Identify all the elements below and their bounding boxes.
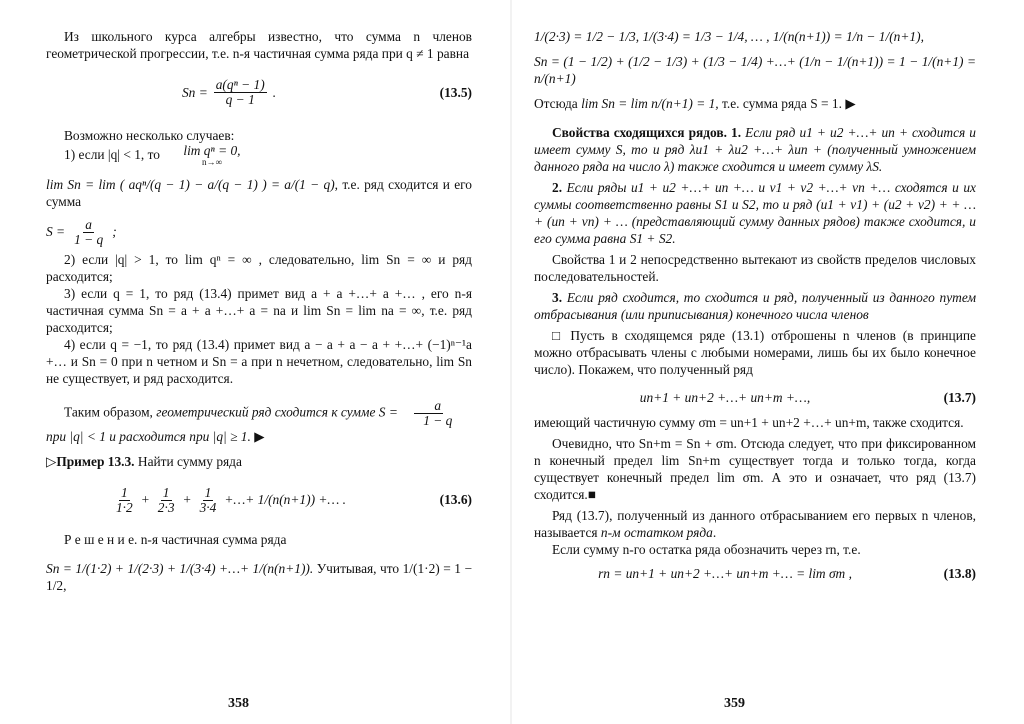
- formula-13-7: [534, 390, 976, 406]
- fraction-3-denominator: 3·4: [199, 499, 217, 515]
- formula-13-5-number: (13.5): [439, 84, 472, 100]
- case-1-limit-sub: n→∞: [201, 157, 222, 168]
- formula-13-5-fraction: [214, 78, 267, 107]
- formula-13-5-lhs: Sn =: [181, 84, 208, 100]
- case-1-text: 1) если |q| < 1, то: [64, 146, 160, 162]
- end-marker-icon: ▶: [254, 428, 265, 444]
- example-marker-icon: ▷: [46, 453, 57, 469]
- sn-expansion: Sn = (1 − 1/2) + (1/2 − 1/3) + (1/3 − 1/4) +…+ (1/n − 1/(n+1)) = 1 − 1/(n+1) = n/(n+1): [534, 54, 976, 86]
- conclusion-denominator: 1 − q: [423, 412, 453, 428]
- fraction-1-denominator: 1·2: [115, 499, 133, 515]
- example-label: Пример 13.3.: [56, 453, 135, 469]
- formula-13-6-number: (13.6): [439, 492, 472, 508]
- formula-13-6: [46, 486, 472, 515]
- limit-line-tail: т.е. сумма ряда S = 1.: [718, 96, 842, 111]
- formula-13-6-fraction-1: [114, 486, 135, 515]
- case-2: 2) если |q| > 1, то lim qⁿ = ∞ , следовательно, lim Sn = ∞ и ряд расходится;: [46, 251, 472, 284]
- sn-tail: Учитывая, что 1/(1·2) = 1 − 1/2,: [46, 561, 472, 593]
- proof-marker-icon: □: [552, 328, 564, 343]
- fraction-3-numerator: 1: [204, 484, 212, 500]
- qed-icon: ■: [587, 487, 596, 502]
- properties-note: Свойства 1 и 2 непосредственно вытекают из свойств пределов числовых последовательностей.: [534, 252, 976, 284]
- after-13-7: имеющий частичную сумму σm = un+1 + un+2 +…+ un+m, также сходится.: [534, 415, 964, 430]
- property-1-text: Если ряд u1 + u2 +…+ un + сходится и имеет сумму S, то и ряд λu1 + λu2 +…+ λun + (полученный умножением данного ряда на число λ) также сходится и имеет сумму λS.: [534, 125, 976, 174]
- property-3-number: 3.: [552, 290, 563, 305]
- case-1-sum-end: ;: [112, 224, 117, 240]
- sn-line: [46, 560, 472, 594]
- case-1-limit-line: [46, 176, 472, 210]
- end-marker-icon: ▶: [845, 96, 856, 111]
- cases-intro: Возможно несколько случаев:: [64, 128, 235, 144]
- remainder-definition: [534, 507, 976, 541]
- proof-paragraph: [534, 327, 976, 378]
- fraction-1-numerator: 1: [121, 484, 128, 500]
- rn-intro: Если сумму n-го остатка ряда обозначить через rn, т.е.: [552, 542, 861, 557]
- solution-label: Р е ш е н и е.: [64, 532, 138, 547]
- page-number-left: 358: [228, 696, 249, 711]
- property-2-text: Если ряды u1 + u2 +…+ un +… и v1 + v2 +…+ vn +… сходятся и их суммы соответственно равны S1 и S2, то и ряд (u1 + v1) + (u2 + v2) + + … + (un + vn) + … (представляющий сумму данных рядов) также сходится, и его сумма равна S1 + S2.: [534, 180, 976, 246]
- property-2: [534, 179, 976, 247]
- example-text: Найти сумму ряда: [134, 453, 242, 469]
- conclusion-second-line: [46, 428, 472, 445]
- property-2-number: 2.: [552, 180, 563, 195]
- conclusion-numerator: a: [414, 399, 443, 414]
- page-number-right: 359: [724, 696, 745, 711]
- formula-13-6-fraction-3: [198, 486, 219, 515]
- property-3-text: Если ряд сходится, то сходится и ряд, полученный из данного путем отбрасывания (или приписывания) конечного числа членов: [534, 290, 976, 322]
- intro-paragraph: Из школьного курса алгебры известно, что сумма n членов геометрической прогрессии, т.е. n-я частичная сумма ряда при q ≠ 1 равна: [46, 29, 472, 61]
- case-1-tail: , т.е. ряд сходится и его сумма: [46, 176, 472, 209]
- case-1-limit-formula: lim Sn = lim ( aqⁿ/(q − 1) − a/(q − 1) ) = a/(1 − q): [46, 176, 335, 192]
- conclusion-fraction: [403, 399, 454, 428]
- formula-13-5: [46, 78, 472, 107]
- properties-title: Свойства сходящихся рядов.: [552, 125, 727, 140]
- example-heading: [46, 453, 472, 470]
- conclusion-lead: Таким образом,: [64, 404, 157, 420]
- limit-line-lead: Отсюда: [534, 96, 578, 111]
- conclusion-italic: геометрический ряд сходится к сумме S =: [156, 404, 398, 420]
- case-4: 4) если q = −1, то ряд (13.4) примет вид a − a + a − a + +…+ (−1)ⁿ⁻¹a +… и Sn = 0 при n четном и Sn = a при n нечетном, следовательно, lim Sn не существует, и ряд расходится.: [46, 336, 472, 386]
- case-1-sum-fraction: [72, 218, 105, 247]
- property-1-number: 1.: [727, 125, 742, 140]
- formula-13-5-numerator: a(qⁿ − 1): [215, 77, 265, 92]
- case-3: 3) если q = 1, то ряд (13.4) примет вид a + a +…+ a +… , его n-я частичная сумма Sn = a + a +…+ a = na и lim Sn = lim na = ∞, т.е. ряд расходится;: [46, 285, 472, 335]
- right-page: [512, 0, 1024, 724]
- formula-13-8-body: rn = un+1 + un+2 +…+ un+m +… = lim σm ,: [598, 566, 852, 581]
- fraction-2-denominator: 2·3: [157, 499, 175, 515]
- limit-line: [534, 95, 976, 112]
- formula-13-5-denominator: q − 1: [225, 92, 255, 108]
- case-1-sum-lhs: S =: [46, 224, 66, 240]
- formula-13-8: [534, 566, 976, 582]
- fraction-2-numerator: 1: [162, 484, 170, 500]
- formula-13-5-end: .: [272, 84, 277, 100]
- limit-line-formula: lim Sn = lim n/(n+1) = 1,: [581, 96, 719, 111]
- formula-13-7-body: un+1 + un+2 +…+ un+m +…,: [639, 390, 811, 405]
- conclusion-condition: при |q| < 1 и расходится при |q| ≥ 1.: [46, 428, 251, 444]
- proof-text: Пусть в сходящемся ряде (13.1) отброшены n членов (в принципе можно отбрасывать члены с любыми номерами, лишь бы их было конечное число). Покажем, что полученный ряд: [534, 328, 976, 377]
- remainder-def-end: .: [712, 525, 717, 540]
- property-3: [534, 289, 976, 323]
- formula-13-8-number: (13.8): [943, 566, 976, 581]
- remainder-def-lead: Ряд (13.7), полученный из данного отбрасыванием его первых n членов, называется: [534, 508, 976, 540]
- solution-heading: [46, 531, 472, 548]
- formula-13-7-number: (13.7): [943, 390, 976, 405]
- case-1-limit: [165, 144, 240, 168]
- conclusion-paragraph: [46, 399, 472, 428]
- case-1-sum-numerator: a: [85, 216, 92, 232]
- telescoping-line: 1/(2·3) = 1/2 − 1/3, 1/(3·4) = 1/3 − 1/4, … , 1/(n(n+1)) = 1/n − 1/(n+1),: [534, 29, 924, 44]
- case-1-sum-denominator: 1 − q: [74, 231, 104, 247]
- solution-text: n-я частичная сумма ряда: [137, 532, 287, 547]
- case-1-limit-expr: lim qⁿ = 0,: [183, 143, 241, 159]
- obvious-text: Очевидно, что Sn+m = Sn + σm. Отсюда следует, что при фиксированном n конечный предел lim Sn+m существует тогда и только тогда, когда существует конечный предел lim σm. А это и означает, что ряд (13.7) сходится.: [534, 436, 976, 502]
- sn-formula: Sn = 1/(1·2) + 1/(2·3) + 1/(3·4) +…+ 1/(n(n+1)).: [46, 561, 314, 576]
- formula-13-6-body: $\frac{1}{1\cdot 2}$ + $\frac{1}{2\cdot 3}$ + $\frac{1}{3\cdot 4}$ +…+ 1/(n(n+1)) +… .: [115, 484, 347, 515]
- formula-13-6-fraction-2: [156, 486, 177, 515]
- case-1-first-line: [46, 144, 472, 168]
- case-1-sum: [46, 218, 472, 247]
- remainder-def-term: n-м остатком ряда: [600, 525, 713, 540]
- obvious-paragraph: [534, 435, 976, 503]
- formula-13-6-tail: +…+ 1/(n(n+1)) +… .: [224, 492, 347, 508]
- property-1: [534, 124, 976, 175]
